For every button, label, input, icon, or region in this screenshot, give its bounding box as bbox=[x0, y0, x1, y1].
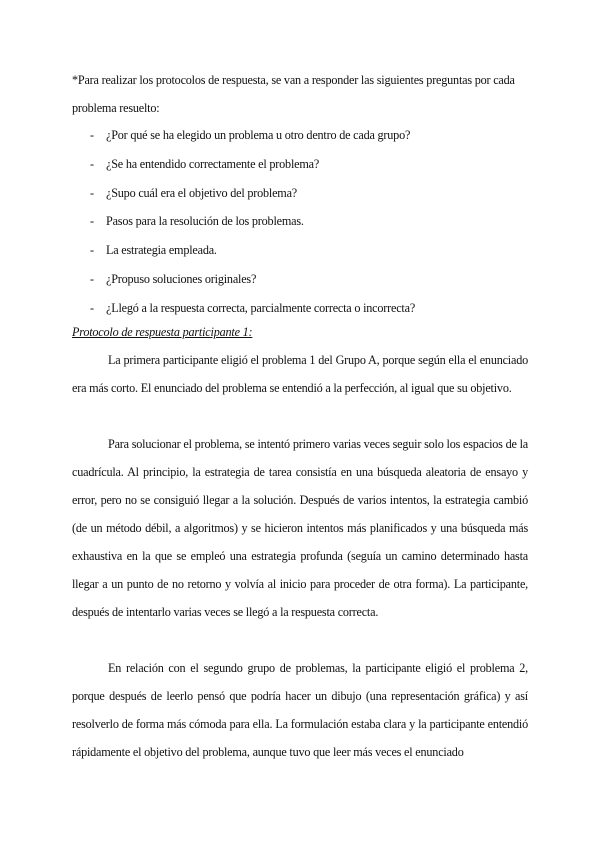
body-paragraph: Para solucionar el problema, se intentó primero varias veces seguir solo los espacios de la cuadrícula. Al principio, la estrategia de tarea consistía en una búsqueda aleatoria de ensayo y error, pero no se consiguió llegar a la solución. Después de varios intentos, la estrategia cambió (de un método débil, a algoritmos) y se hicieron intentos más planificados y una búsqueda más exhaustiva en la que se empleó una estrategia profunda (seguía un camino determinado hasta llegar a un punto de no retorno y volvía al inicio para proceder de otra forma). La participante, después de intentarlo varias veces se llegó a la respuesta correcta. bbox=[72, 437, 528, 619]
list-item bbox=[72, 179, 530, 208]
list-item bbox=[72, 121, 530, 150]
bullet-dash: - bbox=[90, 185, 94, 200]
list-item bbox=[72, 265, 530, 294]
body-paragraph: En relación con el segundo grupo de problemas, la participante eligió el problema 2, porque después de leerlo pensó que podría hacer un dibujo (una representación gráfica) y así resolverlo de forma más cómoda para ella. La formulación estaba clara y la participante entendió rápidamente el objetivo del problema, aunque tuvo que leer más veces el enunciado bbox=[72, 661, 528, 759]
intro-paragraph: *Para realizar los protocolos de respuesta, se van a responder las siguientes preguntas por cada problema resuelto: bbox=[72, 73, 515, 115]
list-item bbox=[72, 150, 530, 179]
bullet-dash: - bbox=[90, 300, 94, 315]
question-text: ¿Se ha entendido correctamente el problema? bbox=[106, 156, 320, 171]
question-text: Pasos para la resolución de los problemas. bbox=[106, 214, 304, 229]
bullet-dash: - bbox=[90, 214, 94, 229]
section-heading: Protocolo de respuesta participante 1: bbox=[72, 325, 253, 339]
body-paragraph: La primera participante eligió el problema 1 del Grupo A, porque según ella el enunciado era más corto. El enunciado del problema se entendió a la perfección, al igual que su objetivo. bbox=[72, 353, 528, 395]
bullet-dash: - bbox=[90, 156, 94, 171]
question-text: La estrategia empleada. bbox=[106, 243, 217, 258]
bullet-dash: - bbox=[90, 243, 94, 258]
question-list bbox=[72, 121, 530, 323]
list-item bbox=[72, 236, 530, 265]
question-text: ¿Propuso soluciones originales? bbox=[106, 271, 257, 286]
question-text: ¿Por qué se ha elegido un problema u otro dentro de cada grupo? bbox=[106, 128, 411, 142]
bullet-dash: - bbox=[90, 271, 94, 286]
list-item bbox=[72, 207, 530, 236]
question-text: ¿Llegó a la respuesta correcta, parcialmente correcta o incorrecta? bbox=[106, 300, 416, 315]
question-text: ¿Supo cuál era el objetivo del problema? bbox=[106, 185, 297, 200]
bullet-dash: - bbox=[90, 128, 94, 142]
